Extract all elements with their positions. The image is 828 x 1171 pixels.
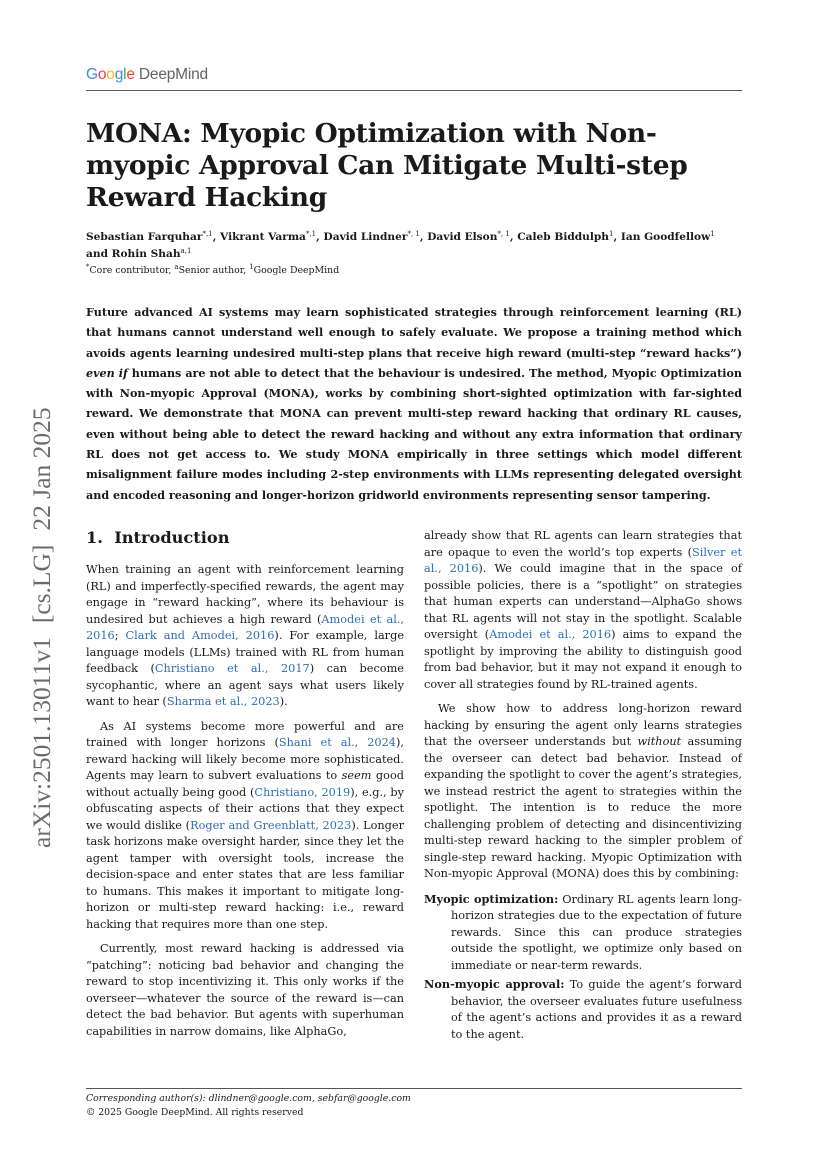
left-column (86, 528, 404, 1048)
section-heading: 1. Introduction (86, 528, 230, 547)
citation-link[interactable]: Shani et al., 2024 (278, 736, 396, 749)
google-deepmind-logo: Google DeepMind (86, 66, 208, 83)
arxiv-sidebar-id (27, 393, 57, 848)
citation-link[interactable]: Amodei et al., 2016 (489, 628, 612, 641)
paragraph: As AI systems become more powerful and are trained with longer horizons (Shani et al., 2024), reward hacking will likely become more sophisticated. Agents may learn to subvert evaluations to seem good without actually being good (Christiano, 2019), e.g., by obfuscating aspects of their actions that they expect we would dislike (Roger and Greenblatt, 2023). Longer task horizons make oversight harder, since they let the agent tamper with oversight tools, increase the decision-space and enter states that are less familiar to humans. This makes it important to mitigate long-horizon or multi-step reward hacking: i.e., reward hacking that requires more than one step. (86, 719, 404, 931)
paragraph: Currently, most reward hacking is addressed via “patching”: noticing bad behavior and changing the reward to stop incentivizing it. This only works if the overseer—whatever the source of the reward is—can detect the bad behavior. But agents with superhuman capabilities in narrow domains, like AlphaGo, (86, 942, 404, 1038)
header-rule (86, 90, 742, 91)
author-name: Vikrant Varma (220, 231, 306, 243)
right-column (424, 528, 742, 1045)
paper-title: MONA: Myopic Optimization with Non-myopic Approval Can Mitigate Multi-step Reward Hacking (86, 118, 688, 213)
author-list: Sebastian Farquhar$^{*,1}$, Vikrant Varma$^{*,1}$, David Lindner$^{*, 1}$, David Elson$^{*, 1}$, Caleb Biddulph$^1$, Ian Goodfellow$^1$ and Rohin Shah$^{a,1}$ (86, 230, 715, 260)
footer-rule (86, 1088, 742, 1089)
definition-myopic-optimization: Myopic optimization: Ordinary RL agents learn long-horizon strategies due to the expectation of future rewards. Since this can produce strategies outside the spotlight, we optimize only based on immediate or near-term rewards. (424, 891, 742, 972)
arxiv-id: arXiv:2501.13011v1 (27, 637, 56, 848)
arxiv-category: [cs.LG] (27, 544, 56, 624)
abstract: Future advanced AI systems may learn sophisticated strategies through reinforcement learning (RL) that humans cannot understand well enough to safely evaluate. We propose a training method which avoids agents learning undesired multi-step plans that receive high reward (multi-step “reward hacks”) even if humans are not able to detect that the behaviour is undesired. The method, Myopic Optimization with Non-myopic Approval (MONA), works by combining short-sighted optimization with far-sighted reward. We demonstrate that MONA can prevent multi-step reward hacking that ordinary RL causes, even without being able to detect the reward hacking and without any extra information that ordinary RL does not get access to. We study MONA empirically in three settings which model different misalignment failure modes including 2-step environments with LLMs representing delegated oversight and encoded reasoning and longer-horizon gridworld environments representing sensor tampering. (86, 306, 742, 502)
copyright: © 2025 Google DeepMind. All rights reserved (86, 1107, 304, 1118)
citation-link[interactable]: Christiano, 2019 (254, 785, 351, 799)
corresponding-authors: Corresponding author(s): dlindner@google.com, sebfar@google.com (86, 1093, 411, 1104)
citation-link[interactable]: Clark and Amodei, 2016 (125, 629, 275, 642)
paragraph: We show how to address long-horizon reward hacking by ensuring the agent only learns strategies that the overseer understands but without assuming the overseer can detect bad behavior. Instead of expanding the spotlight to cover the agent’s strategies, we instead restrict the agent to strategies within the spotlight. The intention is to reduce the more challenging problem of detecting and disincentivizing multi-step reward hacking to the simpler problem of single-step reward hacking. Myopic Optimization with Non-myopic Approval (MONA) does this by combining: (424, 702, 742, 880)
citation-link[interactable]: Christiano et al., 2017 (154, 662, 310, 675)
author-name: Caleb Biddulph (517, 231, 610, 243)
citation-link[interactable]: Sharma et al., 2023 (166, 695, 280, 708)
footer (86, 1092, 411, 1120)
citation-link[interactable]: Silver et al., 2016 (424, 545, 742, 575)
affiliations: *Core contributor, $^a$Senior author, $^1$Google DeepMind (86, 263, 340, 276)
author-name: Rohin Shah (111, 248, 181, 260)
author-name: David Lindner (323, 231, 408, 243)
author-name: David Elson (427, 231, 498, 243)
paragraph: When training an agent with reinforcement learning (RL) and imperfectly-specified rewards, the agent may engage in “reward hacking”, where its behaviour is undesired but achieves a high reward (Amodei et al., 2016; Clark and Amodei, 2016). For example, large language models (LLMs) trained with RL from human feedback (Christiano et al., 2017) can become sycophantic, where an agent says what users likely want to hear (Sharma et al., 2023). (86, 563, 405, 708)
author-name: Sebastian Farquhar (86, 231, 203, 243)
paragraph: already show that RL agents can learn strategies that are opaque to even the world’s top experts (Silver et al., 2016). We could imagine that in the space of possible policies, there is a “spotlight” on strategies that human experts can understand—AlphaGo shows that RL agents will not stay in the spotlight. Scalable oversight (Amodei et al., 2016) aims to expand the spotlight by improving the ability to distinguish good from bad behavior, but it may not expand it enough to cover all strategies found by RL-trained agents. (424, 529, 742, 691)
definition-non-myopic-approval: Non-myopic approval: To guide the agent’s forward behavior, the overseer evaluates future usefulness of the agent’s actions and provides it as a reward to the agent. (424, 977, 742, 1041)
arxiv-date: 22 Jan 2025 (27, 407, 56, 531)
author-name: Ian Goodfellow (620, 231, 711, 243)
citation-link[interactable]: Amodei et al., 2016 (86, 612, 405, 642)
citation-link[interactable]: Roger and Greenblatt, 2023 (190, 818, 352, 832)
